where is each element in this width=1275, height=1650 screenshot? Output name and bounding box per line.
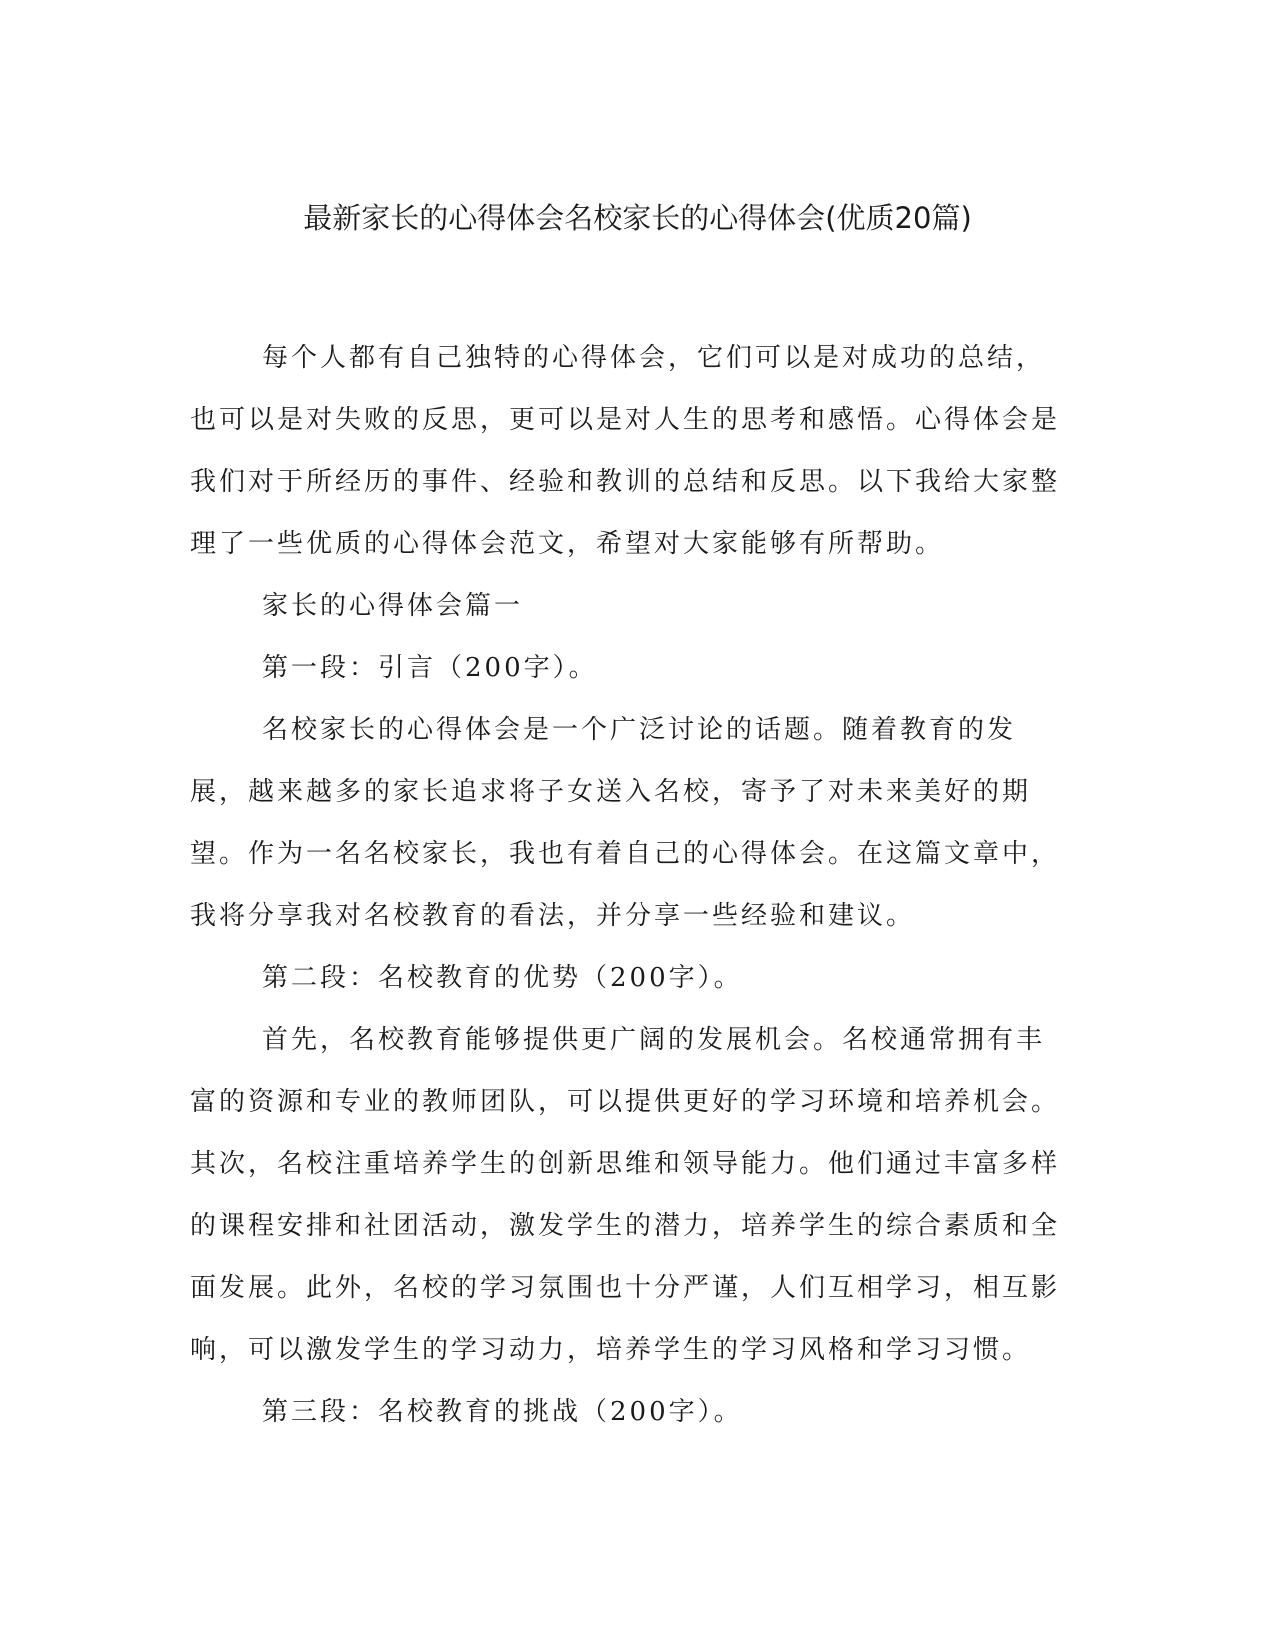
body-paragraph: 首先，名校教育能够提供更广阔的发展机会。名校通常拥有丰富的资源和专业的教师团队，可以提供更好的学习环境和培养机会。其次，名校注重培养学生的创新思维和领导能力。他们通过丰富多样的课程安排和社团活动，激发学生的潜力，培养学生的综合素质和全面发展。此外，名校的学习氛围也十分严谨，人们互相学习，相互影响，可以激发学生的学习动力，培养学生的学习风格和学习习惯。 [190, 1025, 1061, 1365]
subsection-heading: 第二段：名校教育的优势（200字）。 [262, 963, 743, 993]
document-title: 最新家长的心得体会名校家长的心得体会(优质20篇) [303, 201, 972, 235]
intro-paragraph: 每个人都有自己独特的心得体会，它们可以是对成功的总结，也可以是对失败的反思，更可以是对人生的思考和感悟。心得体会是我们对于所经历的事件、经验和教训的总结和反思。以下我给大家整理了一些优质的心得体会范文，希望对大家能够有所帮助。 [190, 343, 1061, 559]
document-body [190, 327, 1070, 1443]
subsection-heading: 第三段：名校教育的挑战（200字）。 [262, 1397, 743, 1427]
section-heading: 家长的心得体会篇一 [262, 591, 524, 621]
subsection-heading: 第一段：引言（200字）。 [262, 653, 598, 683]
body-paragraph: 名校家长的心得体会是一个广泛讨论的话题。随着教育的发展，越来越多的家长追求将子女送入名校，寄予了对未来美好的期望。作为一名名校家长，我也有着自己的心得体会。在这篇文章中，我将分享我对名校教育的看法，并分享一些经验和建议。 [190, 715, 1061, 931]
